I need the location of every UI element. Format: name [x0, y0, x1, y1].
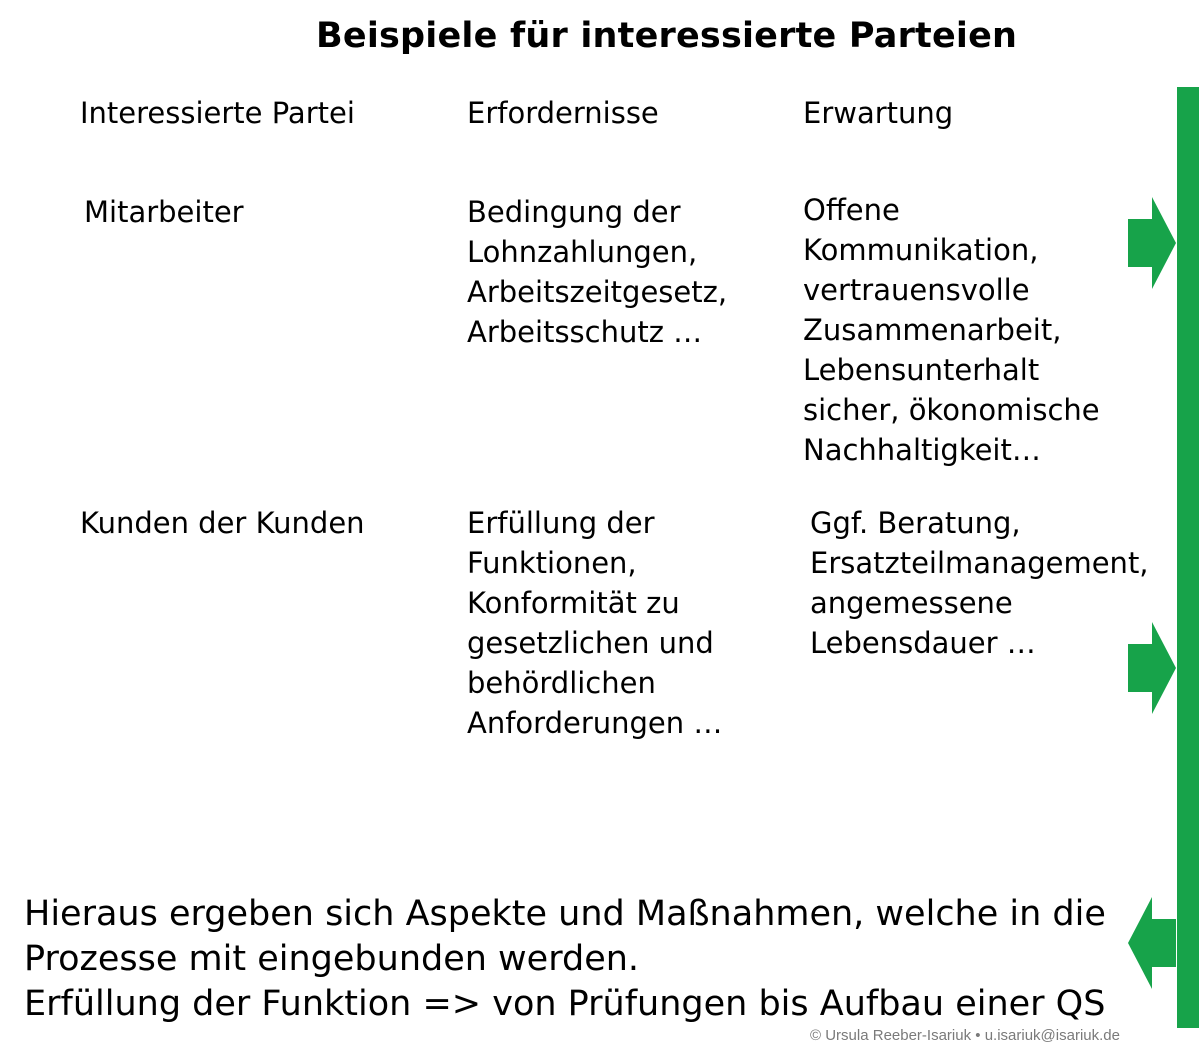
arrow-left-icon — [1128, 897, 1176, 989]
column-header-requirements: Erfordernisse — [467, 96, 659, 130]
column-header-expectation: Erwartung — [803, 96, 954, 130]
arrow-right-icon — [1128, 197, 1176, 289]
green-side-bar — [1177, 87, 1199, 1028]
row-2-party: Kunden der Kunden — [80, 506, 365, 540]
row-1-requirements: Bedingung der Lohnzahlungen, Arbeitszeitgesetz, Arbeitsschutz … — [467, 195, 728, 349]
copyright-footer: © Ursula Reeber-Isariuk • u.isariuk@isariuk.de — [810, 1027, 1120, 1044]
row-1-party: Mitarbeiter — [84, 195, 244, 229]
row-1-expectation: Offene Kommunikation, vertrauensvolle Zusammenarbeit, Lebensunterhalt sicher, ökonomische Nachhaltigkeit… — [803, 193, 1100, 467]
column-header-party: Interessierte Partei — [80, 96, 355, 130]
slide-title: Beispiele für interessierte Parteien — [316, 16, 1018, 56]
summary-text: Hieraus ergeben sich Aspekte und Maßnahmen, welche in die Prozesse mit eingebunden werden. Erfüllung der Funktion => von Prüfungen bis Aufbau einer QS — [24, 894, 1106, 1024]
row-2-expectation: Ggf. Beratung, Ersatzteilmanagement, angemessene Lebensdauer … — [810, 506, 1149, 660]
row-2-requirements: Erfüllung der Funktionen, Konformität zu gesetzlichen und behördlichen Anforderungen … — [467, 506, 723, 740]
arrow-right-icon — [1128, 622, 1176, 714]
